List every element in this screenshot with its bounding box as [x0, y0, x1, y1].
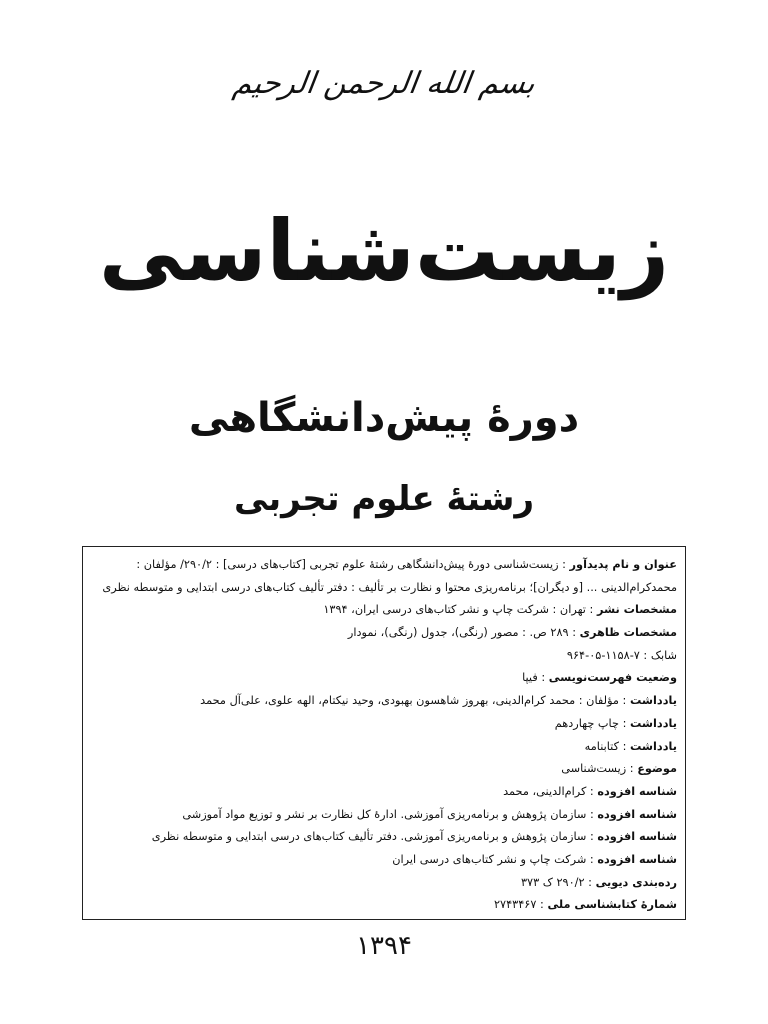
cip-line: [91, 826, 677, 849]
cip-label: یادداشت: [629, 739, 677, 753]
cip-line: [91, 622, 677, 645]
cip-line: [91, 894, 677, 917]
cip-line: [91, 599, 677, 622]
cip-line: [91, 849, 677, 872]
cip-text: : سازمان پژوهش و برنامه‌ریزی آموزشی. ادارهٔ کل نظارت بر نشر و توزیع مواد آموزشی: [182, 807, 598, 821]
cip-text: : تهران : شرکت چاپ و نشر کتاب‌های درسی ایران، ۱۳۹۴: [323, 603, 597, 617]
cip-label: شناسه افزوده: [597, 830, 677, 844]
cip-line: [91, 736, 677, 759]
cip-text: : چاپ چهاردهم: [554, 716, 630, 730]
cip-text: محمدکرام‌الدینی ... [و دیگران]؛ برنامه‌ریزی محتوا و نظارت بر تألیف : دفتر تألیف کتاب‌های درسی ابتدایی و متوسطه نظری: [102, 580, 677, 594]
cip-label: مشخصات ظاهری: [579, 626, 677, 640]
cip-text: : کرام‌الدینی، محمد: [503, 784, 598, 798]
publication-year: ۱۳۹۴: [356, 931, 412, 961]
cip-line: [91, 645, 677, 668]
cip-text: : مؤلفان : محمد کرام‌الدینی، بهروز شاهسون بهبودی، وحید نیکتام، الهه علوی، علی‌آل محمد: [200, 694, 630, 708]
cip-text: : ۲۸۹ ص. : مصور (رنگی)، جدول (رنگی)، نمودار: [347, 626, 580, 640]
book-subtitle: دورهٔ پیش‌دانشگاهی: [188, 395, 580, 441]
cip-label: شمارهٔ کتابشناسی ملی: [547, 898, 677, 912]
cip-label: شناسه افزوده: [597, 852, 677, 866]
cip-label: شناسه افزوده: [597, 784, 677, 798]
cip-label: عنوان و نام پدیدآور: [569, 558, 677, 571]
cip-text: : کتابنامه: [584, 739, 630, 753]
cip-label: یادداشت: [629, 694, 677, 708]
cataloging-in-publication-box: [82, 546, 686, 920]
cip-label: مشخصات نشر: [596, 603, 677, 617]
cip-line: [91, 781, 677, 804]
cip-text: : شرکت چاپ و نشر کتاب‌های درسی ایران: [392, 852, 598, 866]
cip-label: رده‌بندی دیویی: [595, 875, 677, 889]
cip-text: : ۲۹۰/۲ ک ۳۷۳: [520, 875, 596, 889]
cip-text: : فیپا: [522, 671, 549, 685]
cip-line: [91, 872, 677, 895]
cip-label: یادداشت: [629, 716, 677, 730]
cip-label: وضعیت فهرست‌نویسی: [548, 671, 677, 685]
cip-text: : سازمان پژوهش و برنامه‌ریزی آموزشی. دفتر تألیف کتاب‌های درسی ابتدایی و متوسطه نظری: [151, 830, 598, 844]
book-title: زیست‌شناسی: [98, 202, 670, 300]
cip-line: [91, 804, 677, 827]
cip-line: [91, 758, 677, 781]
cip-line: [91, 554, 677, 577]
cip-line: [91, 690, 677, 713]
cip-label: موضوع: [637, 762, 677, 776]
bismillah-calligraphy: بسم الله الرحمن الرحيم: [230, 66, 538, 101]
cip-text: : زیست‌شناسی دورهٔ پیش‌دانشگاهی رشتهٔ علوم تجربی [کتاب‌های درسی] : ۲۹۰/۲/ مؤلفان :: [136, 558, 570, 571]
cip-text: : زیست‌شناسی: [561, 762, 638, 776]
cip-label: شناسه افزوده: [597, 807, 677, 821]
cip-text: : ۲۷۴۳۴۶۷: [493, 898, 548, 912]
cip-line: [91, 713, 677, 736]
cip-line: [91, 667, 677, 690]
book-field: رشتهٔ علوم تجربی: [233, 479, 535, 519]
cip-text: شابک : ۷-۱۱۵۸-۰۵-۹۶۴: [566, 648, 677, 662]
cip-line: [91, 577, 677, 600]
